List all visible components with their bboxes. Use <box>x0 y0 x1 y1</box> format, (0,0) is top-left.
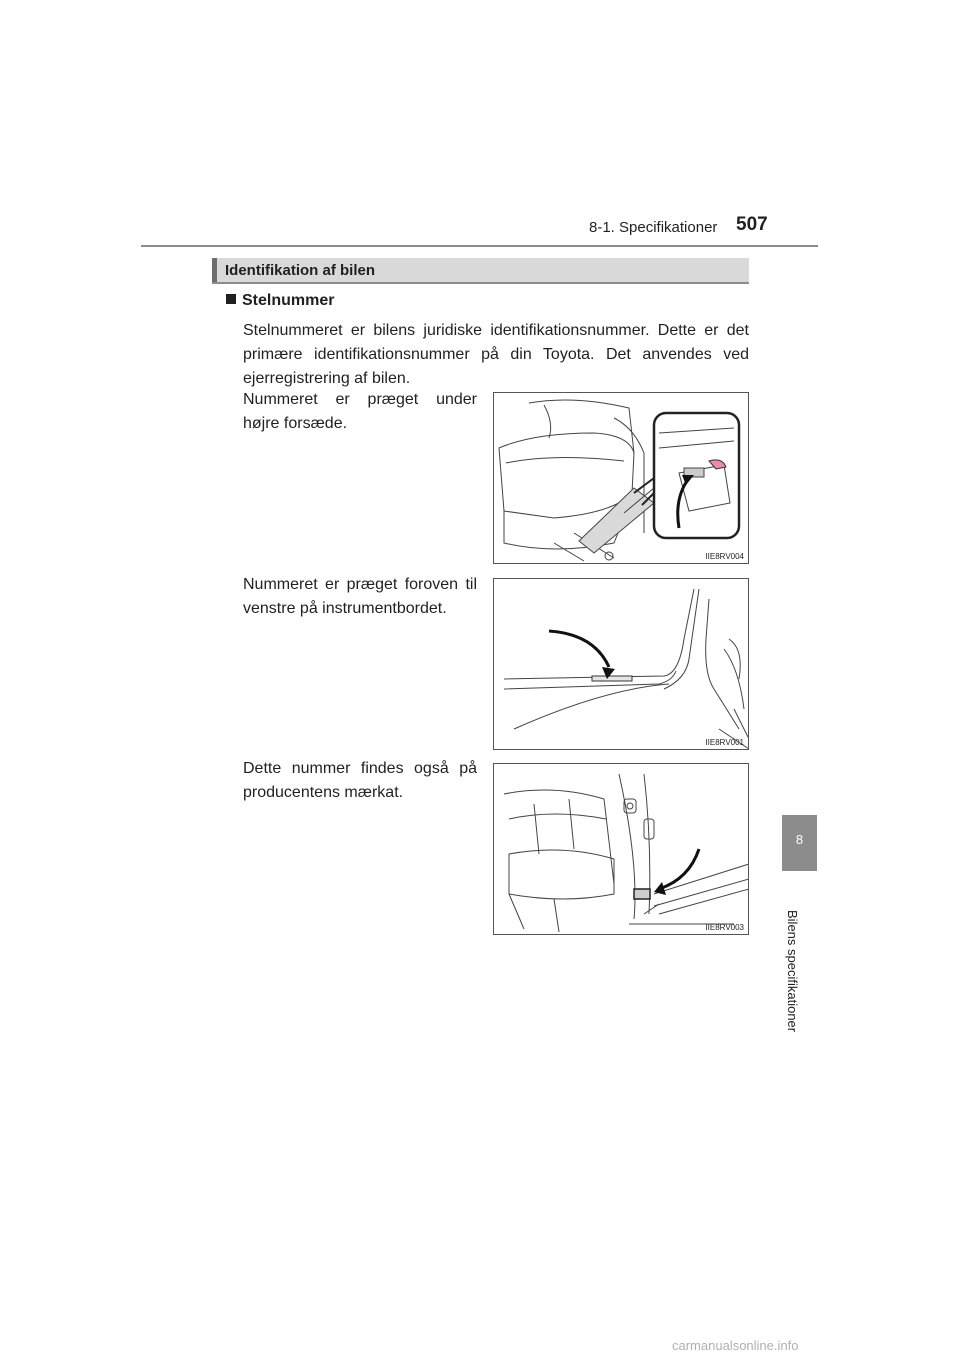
section-bar-accent <box>212 258 217 282</box>
square-bullet-icon <box>226 294 236 304</box>
chapter-tab <box>782 815 817 871</box>
header-section-title: 8-1. Specifikationer <box>589 219 718 236</box>
page-number: 507 <box>736 214 768 235</box>
header-rule <box>141 245 818 247</box>
intro-paragraph: Stelnummeret er bilens juridiske identifikationsnummer. Dette er det primære identifikationsnummer på din Toyota. Det anvendes ved ejerregistrering af bilen. <box>243 322 749 387</box>
item-text-label: Dette nummer findes også på producentens mærkat. <box>243 760 477 801</box>
seat-illustration <box>494 393 749 564</box>
item-text-seat: Nummeret er præget under højre forsæde. <box>243 391 477 432</box>
sticker-illustration <box>494 764 749 935</box>
subheading-text: Stelnummer <box>242 292 335 309</box>
figure-code: IIE8RV004 <box>705 552 744 561</box>
figure-seat-illustration <box>493 392 749 564</box>
chapter-label: Bilens specifikationer <box>785 910 800 1033</box>
dashboard-illustration <box>494 579 749 750</box>
section-title: Identifikation af bilen <box>225 262 376 279</box>
figure-dashboard-illustration <box>493 578 749 750</box>
subheading <box>226 292 334 310</box>
watermark: carmanualsonline.info <box>672 1338 799 1353</box>
vin-plate <box>592 676 632 681</box>
figure-code: IIE8RV003 <box>705 923 744 932</box>
sticker-plate <box>634 889 650 899</box>
item-text-dashboard: Nummeret er præget foroven til venstre på instrumentbordet. <box>243 576 477 617</box>
section-title-bar <box>212 258 749 284</box>
chapter-number: 8 <box>795 832 804 847</box>
figure-sticker-illustration <box>493 763 749 935</box>
figure-code: IIE8RV001 <box>705 738 744 747</box>
